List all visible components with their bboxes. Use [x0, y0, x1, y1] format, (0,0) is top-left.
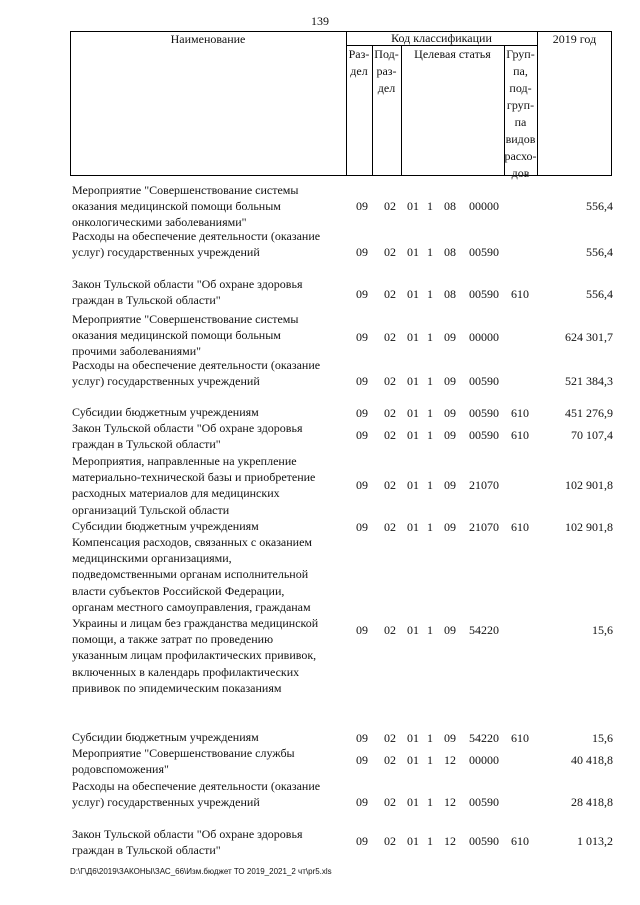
row-codes	[70, 834, 615, 850]
event-code: 12	[444, 834, 456, 848]
direction-code: 00590	[469, 428, 499, 442]
subprogram-code: 1	[427, 406, 433, 420]
podrazdel-code: 02	[384, 478, 396, 492]
direction-code: 00590	[469, 374, 499, 388]
razdel-code: 09	[356, 731, 368, 745]
row-name-line: Компенсация расходов, связанных с оказанием	[72, 535, 313, 549]
row-name-line: указанным лицам профилактических прививок,	[72, 648, 317, 663]
row-name-line: Мероприятие "Совершенствование службы	[72, 746, 295, 760]
row-name-line: Мероприятия, направленные на укрепление	[72, 454, 297, 468]
row-name-line: прочими заболеваниями"	[72, 344, 202, 359]
row-name-line: услуг) государственных учреждений	[72, 374, 260, 389]
row-name-line: Субсидии бюджетным учреждениям	[72, 519, 259, 533]
program-code: 01	[407, 428, 419, 442]
row-name-line: Расходы на обеспечение деятельности (оказание	[72, 779, 321, 793]
row-name-line: прививок по эпидемическим показаниям	[72, 680, 282, 695]
header-statya: Целевая статья	[414, 47, 491, 61]
header-gruppa-5: па	[514, 115, 527, 129]
program-code: 01	[407, 199, 419, 213]
amount-2019: 556,4	[586, 199, 613, 213]
subprogram-code: 1	[427, 478, 433, 492]
razdel-code: 09	[356, 406, 368, 420]
event-code: 08	[444, 245, 456, 259]
direction-code: 00590	[469, 406, 499, 420]
podrazdel-code: 02	[384, 330, 396, 344]
razdel-code: 09	[356, 834, 368, 848]
razdel-code: 09	[356, 795, 368, 809]
razdel-code: 09	[356, 753, 368, 767]
amount-2019: 15,6	[592, 731, 613, 745]
podrazdel-code: 02	[384, 834, 396, 848]
razdel-code: 09	[356, 245, 368, 259]
direction-code: 00590	[469, 834, 499, 848]
file-path-footer: D:\Г\Д6\2019\ЗАКОНЫ\ЗАС_66\Изм.бюджет ТО 2019_2021_2 чт\pr5.xls	[70, 867, 332, 876]
direction-code: 21070	[469, 478, 499, 492]
subprogram-code: 1	[427, 753, 433, 767]
row-name-line: Расходы на обеспечение деятельности (оказание	[72, 358, 321, 372]
amount-2019: 1 013,2	[577, 834, 613, 848]
row-name-line: Закон Тульской области "Об охране здоровья	[72, 827, 303, 841]
row-name-line: граждан в Тульской области"	[72, 843, 221, 858]
subprogram-code: 1	[427, 287, 433, 301]
row-name-line: включенных в календарь профилактических	[72, 664, 300, 679]
event-code: 12	[444, 795, 456, 809]
event-code: 09	[444, 330, 456, 344]
row-name-line: материально-технической базы и приобретение	[72, 470, 316, 485]
direction-code: 00000	[469, 753, 499, 767]
header-razdel-2: дел	[350, 64, 368, 78]
subprogram-code: 1	[427, 834, 433, 848]
razdel-code: 09	[356, 287, 368, 301]
direction-code: 00000	[469, 330, 499, 344]
program-code: 01	[407, 478, 419, 492]
podrazdel-code: 02	[384, 623, 396, 637]
event-code: 12	[444, 753, 456, 767]
subprogram-code: 1	[427, 330, 433, 344]
table-header	[70, 31, 612, 180]
header-year: 2019 год	[552, 32, 597, 46]
header-code: Код классификации	[391, 31, 492, 45]
expense-type-code: 610	[511, 731, 529, 745]
header-podrazdel-3: дел	[377, 81, 396, 95]
amount-2019: 521 384,3	[565, 374, 613, 388]
row-name-line: Мероприятие "Совершенствование системы	[72, 183, 299, 197]
program-code: 01	[407, 753, 419, 767]
amount-2019: 70 107,4	[571, 428, 613, 442]
row-codes	[70, 245, 615, 261]
program-code: 01	[407, 623, 419, 637]
row-name-line: Мероприятие "Совершенствование системы	[72, 312, 299, 326]
event-code: 09	[444, 478, 456, 492]
row-codes	[70, 330, 615, 346]
podrazdel-code: 02	[384, 428, 396, 442]
amount-2019: 624 301,7	[565, 330, 613, 344]
direction-code: 00000	[469, 199, 499, 213]
program-code: 01	[407, 374, 419, 388]
row-name-line: помощи, а также затрат по проведению	[72, 632, 274, 647]
expense-type-code: 610	[511, 428, 529, 442]
subprogram-code: 1	[427, 245, 433, 259]
row-name-line: оказания медицинской помощи больным	[72, 328, 281, 343]
razdel-code: 09	[356, 374, 368, 388]
amount-2019: 28 418,8	[571, 795, 613, 809]
subprogram-code: 1	[427, 374, 433, 388]
subprogram-code: 1	[427, 731, 433, 745]
event-code: 08	[444, 199, 456, 213]
amount-2019: 15,6	[592, 623, 613, 637]
row-codes	[70, 199, 615, 215]
row-codes	[70, 623, 615, 639]
row-name-line: родовспоможения"	[72, 762, 169, 777]
page-number: 139	[311, 14, 329, 28]
row-name-line: оказания медицинской помощи больным	[72, 199, 281, 214]
row-codes	[70, 795, 615, 811]
row-name-line: Закон Тульской области "Об охране здоровья	[72, 421, 303, 435]
podrazdel-code: 02	[384, 795, 396, 809]
program-code: 01	[407, 520, 419, 534]
event-code: 09	[444, 731, 456, 745]
direction-code: 54220	[469, 623, 499, 637]
event-code: 09	[444, 374, 456, 388]
row-name-line: услуг) государственных учреждений	[72, 245, 260, 260]
podrazdel-code: 02	[384, 245, 396, 259]
header-gruppa-1: Груп-	[506, 47, 535, 61]
subprogram-code: 1	[427, 199, 433, 213]
header-gruppa-2: па,	[513, 64, 528, 78]
header-razdel	[346, 46, 372, 80]
row-name-line: граждан в Тульской области"	[72, 293, 221, 308]
row-codes	[70, 753, 615, 769]
amount-2019: 102 901,8	[565, 520, 613, 534]
razdel-code: 09	[356, 623, 368, 637]
podrazdel-code: 02	[384, 287, 396, 301]
program-code: 01	[407, 245, 419, 259]
amount-2019: 451 276,9	[565, 406, 613, 420]
direction-code: 54220	[469, 731, 499, 745]
event-code: 09	[444, 623, 456, 637]
program-code: 01	[407, 330, 419, 344]
podrazdel-code: 02	[384, 520, 396, 534]
header-name: Наименование	[170, 32, 246, 46]
row-name-line: Субсидии бюджетным учреждениям	[72, 405, 259, 419]
header-gruppa-4: груп-	[506, 98, 535, 112]
podrazdel-code: 02	[384, 406, 396, 420]
header-podrazdel	[372, 46, 401, 97]
direction-code: 21070	[469, 520, 499, 534]
program-code: 01	[407, 406, 419, 420]
amount-2019: 40 418,8	[571, 753, 613, 767]
subprogram-code: 1	[427, 428, 433, 442]
header-gruppa-6: видов	[505, 132, 536, 146]
header-gruppa-8: дов	[511, 166, 530, 180]
amount-2019: 102 901,8	[565, 478, 613, 492]
row-name-line: онкологическими заболеваниями"	[72, 215, 247, 230]
header-gruppa	[504, 46, 537, 182]
program-code: 01	[407, 287, 419, 301]
event-code: 08	[444, 287, 456, 301]
row-name-line: подведомственными органам исполнительной	[72, 567, 309, 582]
row-name-line: медицинскими организациями,	[72, 551, 232, 566]
podrazdel-code: 02	[384, 753, 396, 767]
row-name-line: услуг) государственных учреждений	[72, 795, 260, 810]
row-codes	[70, 428, 615, 444]
razdel-code: 09	[356, 520, 368, 534]
podrazdel-code: 02	[384, 374, 396, 388]
event-code: 09	[444, 520, 456, 534]
row-name-line: организаций Тульской области	[72, 502, 230, 517]
row-name-line: граждан в Тульской области"	[72, 437, 221, 452]
row-name-line: власти субъектов Российской Федерации,	[72, 583, 285, 598]
program-code: 01	[407, 795, 419, 809]
amount-2019: 556,4	[586, 287, 613, 301]
row-codes	[70, 478, 615, 494]
direction-code: 00590	[469, 245, 499, 259]
program-code: 01	[407, 731, 419, 745]
row-codes	[70, 287, 615, 303]
row-name-line: Закон Тульской области "Об охране здоровья	[72, 277, 303, 291]
header-podrazdel-2: раз-	[376, 64, 397, 78]
expense-type-code: 610	[511, 287, 529, 301]
program-code: 01	[407, 834, 419, 848]
expense-type-code: 610	[511, 834, 529, 848]
razdel-code: 09	[356, 199, 368, 213]
direction-code: 00590	[469, 287, 499, 301]
subprogram-code: 1	[427, 623, 433, 637]
header-gruppa-7: расхо-	[504, 149, 537, 163]
expense-type-code: 610	[511, 520, 529, 534]
razdel-code: 09	[356, 478, 368, 492]
amount-2019: 556,4	[586, 245, 613, 259]
razdel-code: 09	[356, 330, 368, 344]
row-name-line: Субсидии бюджетным учреждениям	[72, 730, 259, 744]
row-name-line: Расходы на обеспечение деятельности (оказание	[72, 229, 321, 243]
subprogram-code: 1	[427, 795, 433, 809]
expense-type-code: 610	[511, 406, 529, 420]
header-razdel-1: Раз-	[348, 47, 370, 61]
podrazdel-code: 02	[384, 199, 396, 213]
header-podrazdel-1: Под-	[374, 47, 399, 61]
subprogram-code: 1	[427, 520, 433, 534]
event-code: 09	[444, 406, 456, 420]
event-code: 09	[444, 428, 456, 442]
podrazdel-code: 02	[384, 731, 396, 745]
row-name	[72, 534, 344, 696]
direction-code: 00590	[469, 795, 499, 809]
header-gruppa-3: под-	[509, 81, 532, 95]
razdel-code: 09	[356, 428, 368, 442]
row-codes	[70, 374, 615, 390]
row-name-line: органам местного самоуправления, гражданам	[72, 599, 311, 614]
row-name-line: Украины и лицам без гражданства медицинской	[72, 616, 319, 631]
row-name-line: расходных материалов для медицинских	[72, 486, 280, 501]
